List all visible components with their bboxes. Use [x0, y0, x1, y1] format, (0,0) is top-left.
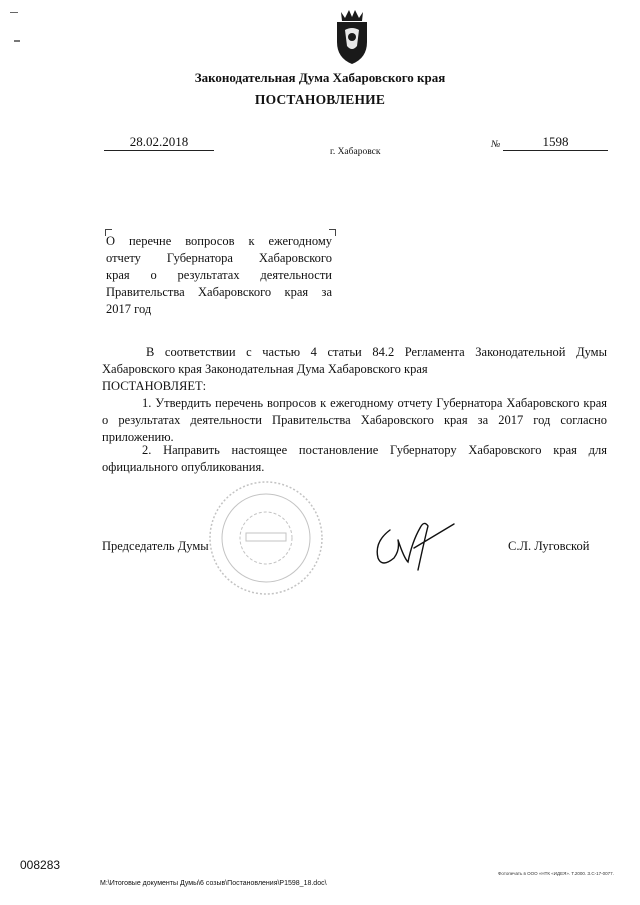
- round-seal-icon: [206, 478, 326, 598]
- document-date: 28.02.2018: [129, 134, 189, 149]
- subject-line: отчету Губернатора Хабаровского: [106, 251, 332, 265]
- resolves-heading: ПОСТАНОВЛЯЕТ:: [102, 379, 207, 393]
- number-label: №: [491, 139, 501, 150]
- document-type: ПОСТАНОВЛЕНИЕ: [254, 92, 386, 107]
- subject-line: края о результатах деятельности: [106, 268, 332, 282]
- resolution-item-2: 2. Направить настоящее постановление Губернатору Хабаровского края для официального опубликования.: [102, 443, 607, 474]
- subject-line: Правительства Хабаровского края за: [106, 285, 332, 299]
- preamble-paragraph: В соответствии с частью 4 статьи 84.2 Регламента Законодательной Думы Хабаровского края Законодательная Дума Хабаровского края: [102, 345, 607, 376]
- date-underline: [104, 150, 214, 151]
- registration-number: 008283: [20, 858, 61, 872]
- corner-mark: [10, 12, 18, 17]
- document-number: 1598: [542, 134, 569, 149]
- document-city: г. Хабаровск: [330, 147, 381, 157]
- signatory-name: С.Л. Луговской: [508, 539, 590, 553]
- handwritten-signature: [368, 512, 458, 576]
- subject-line: О перечне вопросов к ежегодному: [106, 234, 332, 248]
- printer-note: Фотопечать в ООО «НТК «ИДЕЯ». Т.2000. З.С-17-0077.: [498, 871, 614, 876]
- document-subject: [106, 233, 332, 318]
- signatory-position: Председатель Думы: [102, 539, 209, 553]
- resolution-item-1: 1. Утвердить перечень вопросов к ежегодному отчету Губернатора Хабаровского края о результатах деятельности Правительства Хабаровского края за 2017 год согласно приложению.: [102, 396, 607, 444]
- crest-icon: [331, 6, 373, 66]
- margin-tick: [14, 40, 20, 42]
- subject-line: 2017 год: [106, 302, 152, 316]
- file-path: M:\Итоговые документы Думы\6 созыв\Постановления\Р1598_18.doc\: [100, 880, 327, 887]
- number-underline: [503, 150, 608, 151]
- organization-name: Законодательная Дума Хабаровского края: [194, 70, 446, 85]
